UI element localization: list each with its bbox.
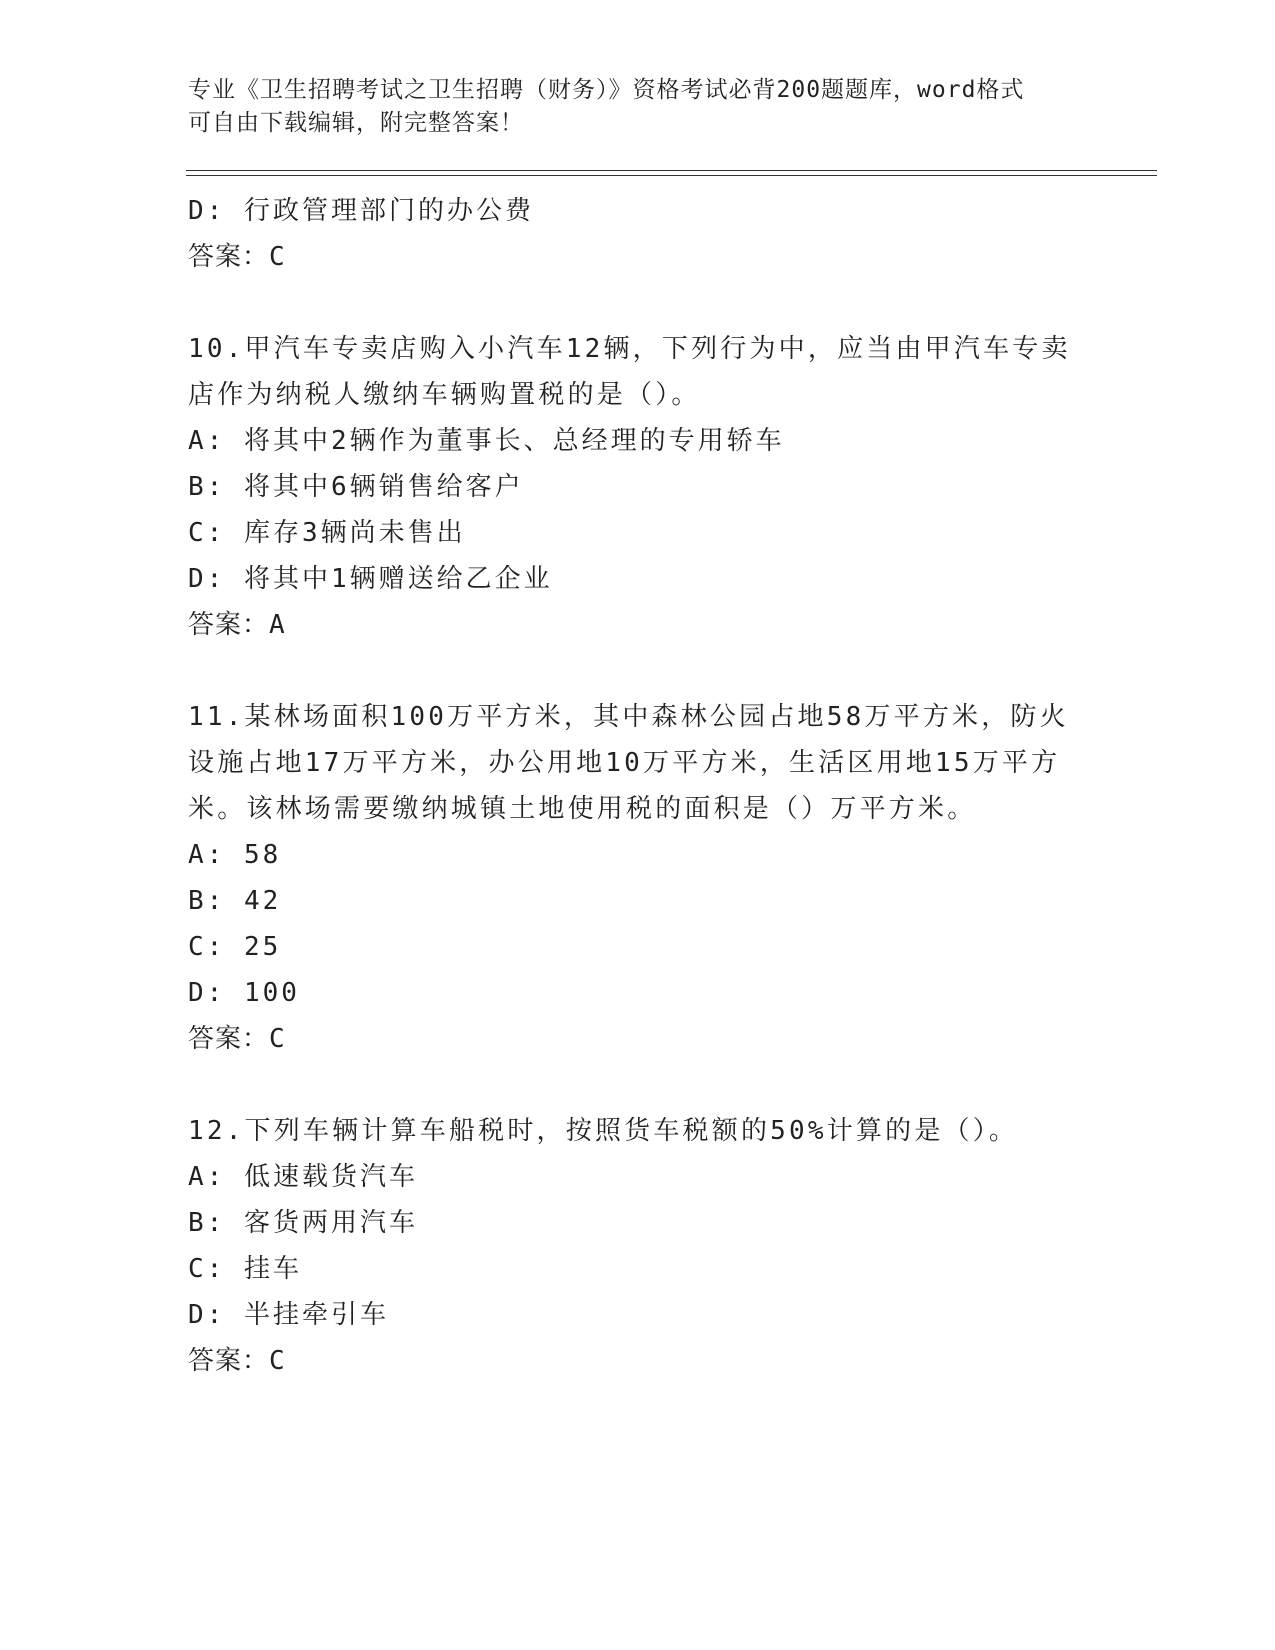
question-list — [188, 188, 1088, 1384]
option-b: B: 将其中6辆销售给客户 — [188, 472, 524, 502]
previous-question-tail — [188, 188, 1088, 280]
question-10 — [188, 326, 1088, 648]
option-d: D: 行政管理部门的办公费 — [188, 196, 534, 226]
question-stem — [188, 326, 1088, 418]
answer-line: 答案：C — [188, 242, 286, 272]
question-11 — [188, 694, 1088, 1062]
option-a: A: 58 — [188, 840, 282, 870]
option-a: A: 低速载货汽车 — [188, 1162, 418, 1192]
option-d: D: 将其中1辆赠送给乙企业 — [188, 564, 553, 594]
question-12 — [188, 1108, 1088, 1384]
option-d: D: 半挂牵引车 — [188, 1300, 389, 1330]
answer-line: 答案：A — [188, 610, 286, 640]
header-line-2: 可自由下载编辑，附完整答案！ — [188, 110, 524, 136]
header-divider-top — [186, 170, 1157, 171]
stem-line: 设施占地17万平方米，办公用地10万平方米，生活区用地15万平方 — [188, 748, 1061, 778]
option-c: C: 挂车 — [188, 1254, 302, 1284]
stem-line: 店作为纳税人缴纳车辆购置税的是（）。 — [188, 380, 701, 410]
option-c: C: 库存3辆尚未售出 — [188, 518, 466, 548]
header-divider-bottom — [186, 175, 1157, 176]
stem-line: 米。该林场需要缴纳城镇土地使用税的面积是（）万平方米。 — [188, 794, 977, 824]
stem-line: 11.某林场面积100万平方米，其中森林公园占地58万平方米，防火 — [188, 702, 1069, 732]
document-header — [188, 74, 1068, 140]
option-b: B: 42 — [188, 886, 282, 916]
header-line-1: 专业《卫生招聘考试之卫生招聘（财务）》资格考试必背200题题库，word格式 — [188, 77, 1025, 103]
question-stem — [188, 694, 1088, 832]
stem-line: 10.甲汽车专卖店购入小汽车12辆，下列行为中，应当由甲汽车专卖 — [188, 334, 1071, 364]
option-b: B: 客货两用汽车 — [188, 1208, 418, 1238]
option-c: C: 25 — [188, 932, 282, 962]
question-stem — [188, 1108, 1088, 1154]
option-a: A: 将其中2辆作为董事长、总经理的专用轿车 — [188, 426, 785, 456]
option-d: D: 100 — [188, 978, 300, 1008]
answer-line: 答案：C — [188, 1024, 286, 1054]
answer-line: 答案：C — [188, 1346, 286, 1376]
stem-line: 12.下列车辆计算车船税时，按照货车税额的50%计算的是（）。 — [188, 1116, 1019, 1146]
